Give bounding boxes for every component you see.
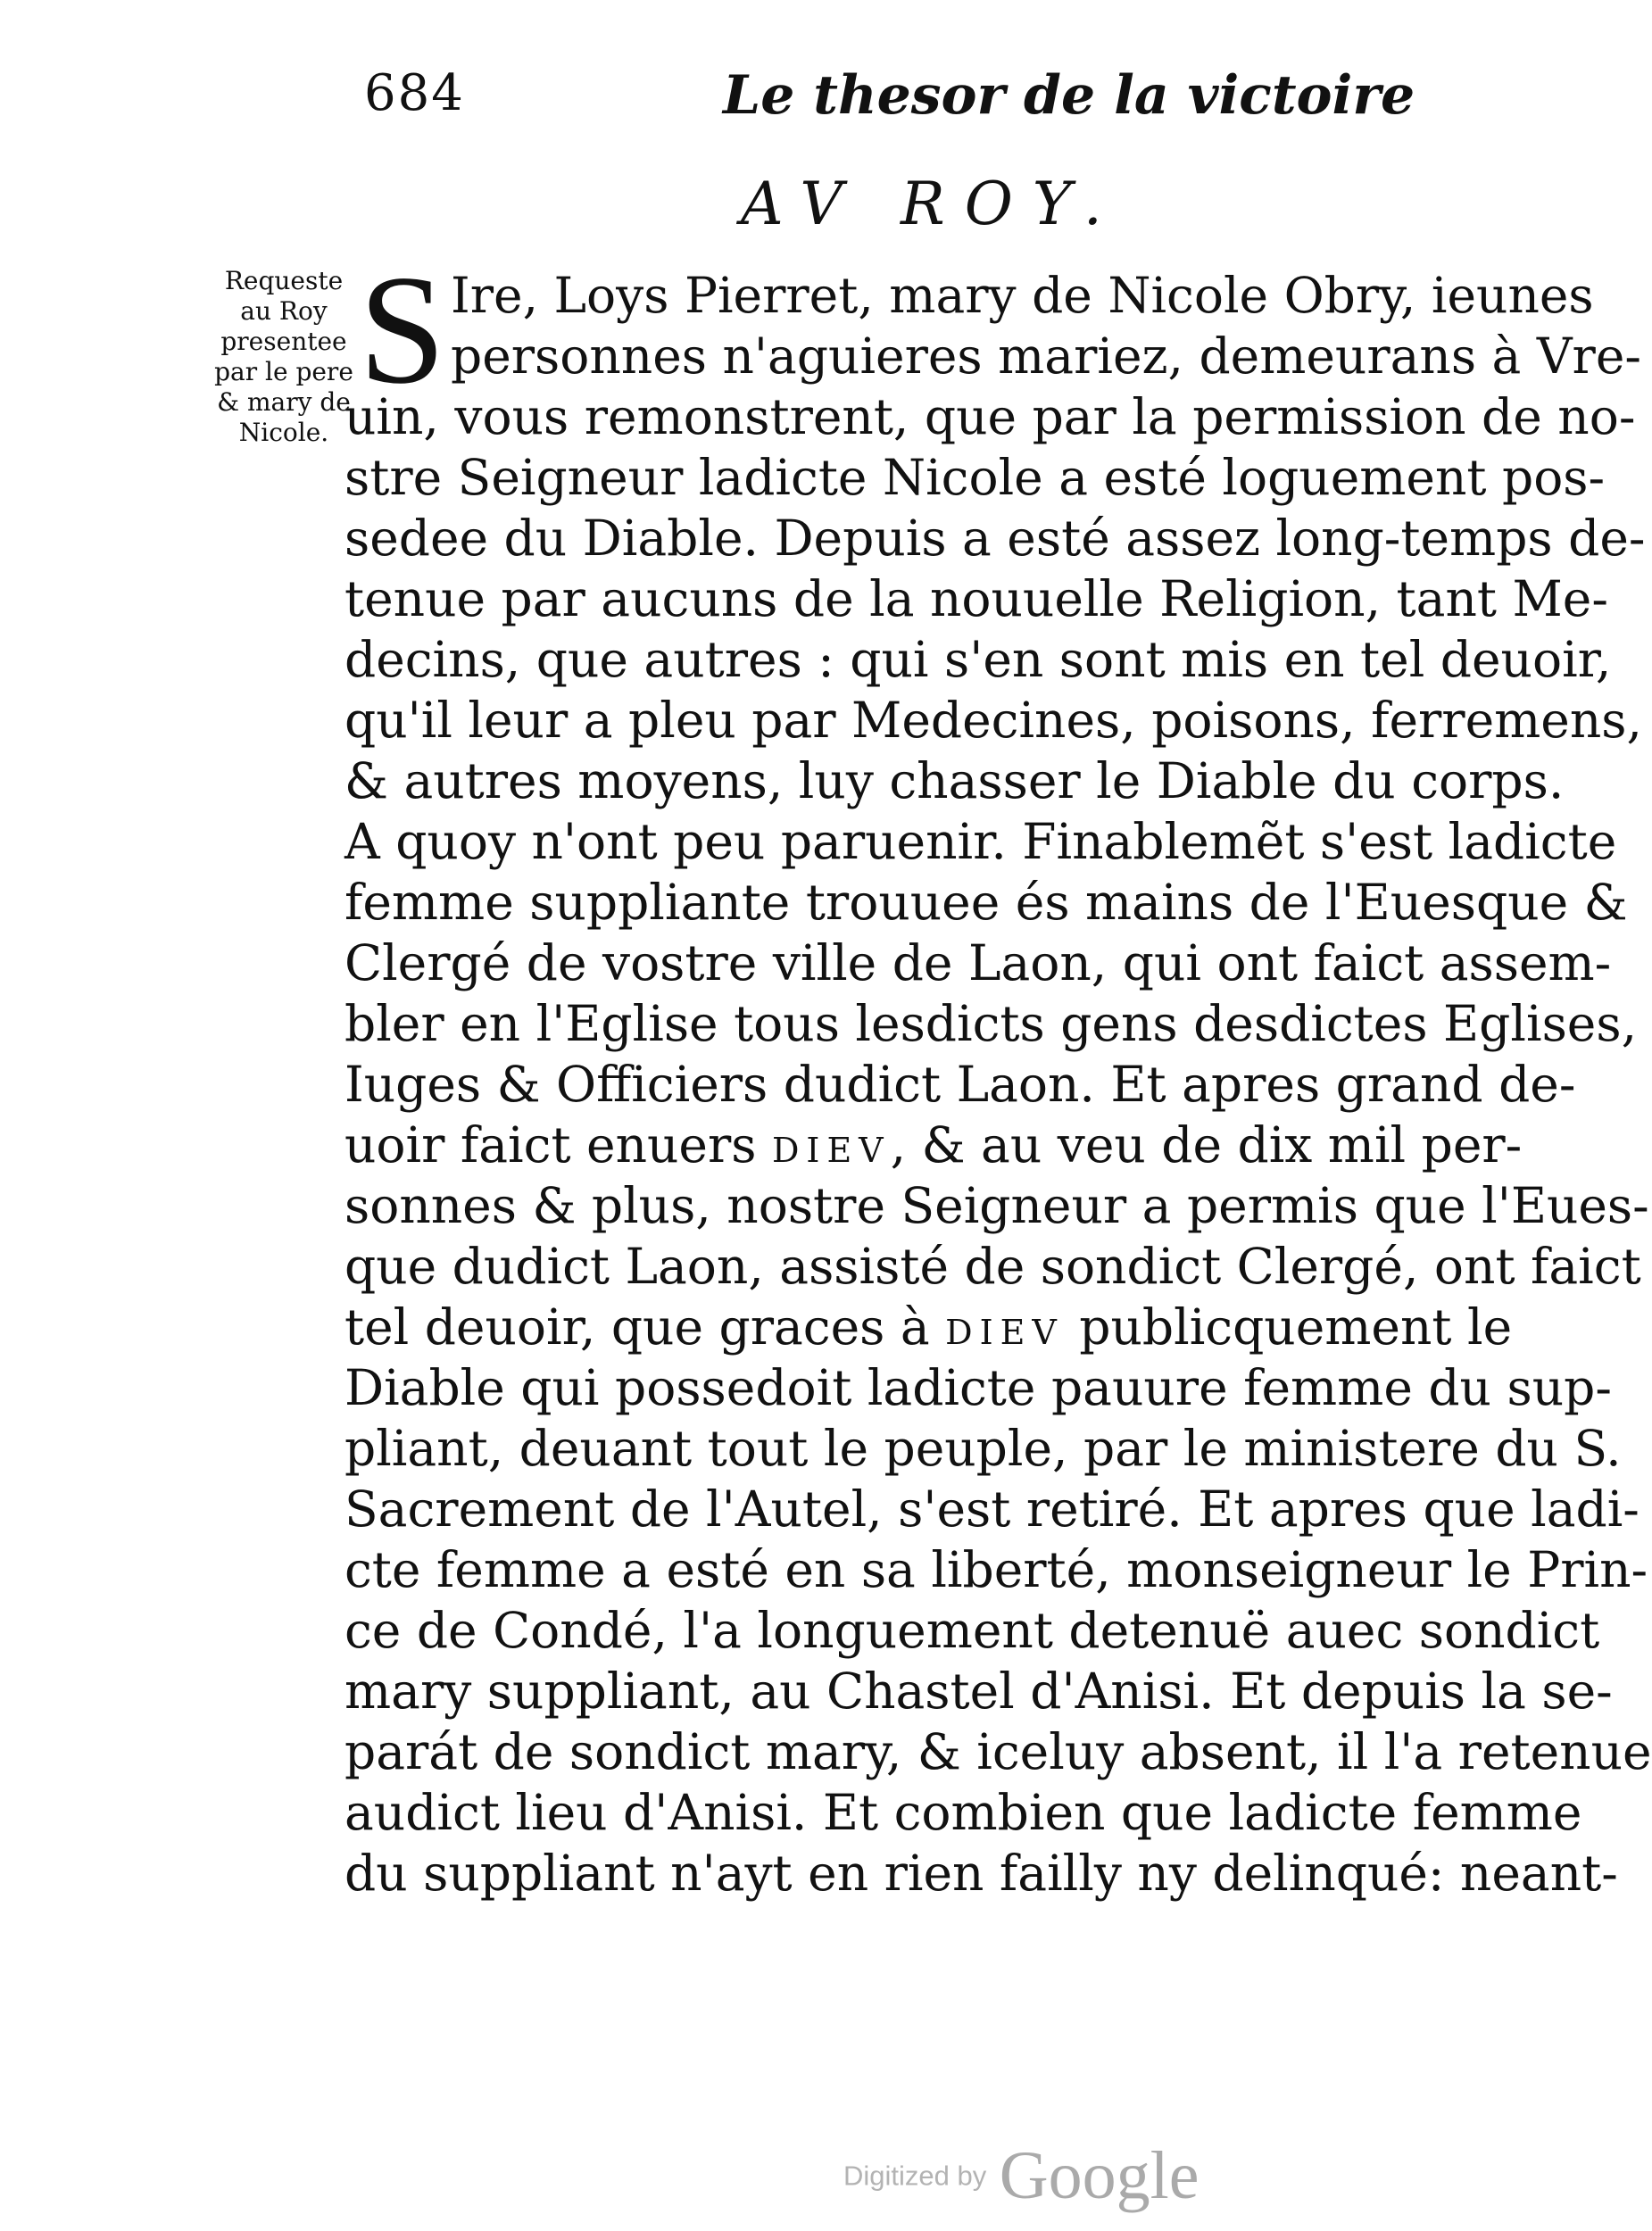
text-line	[345, 1116, 1523, 1178]
google-logo: Google	[999, 2138, 1200, 2213]
text-line: qu'il leur a pleu par Medecines, poisons, ferremens,	[345, 692, 1642, 749]
small-caps-dieu: DIEV	[771, 1131, 891, 1170]
page-number: 684	[364, 64, 465, 122]
marginal-note-line: presentee	[220, 327, 347, 356]
marginal-note-line: au Roy	[240, 296, 328, 326]
text-line: sedee du Diable. Depuis a esté assez long-temps de-	[345, 510, 1646, 567]
text-segment: , & au veu de dix mil per-	[890, 1116, 1523, 1174]
marginal-note-line: par le pere	[214, 357, 353, 386]
small-caps-dieu: DIEV	[945, 1313, 1064, 1352]
text-line: mary suppliant, au Chastel d'Anisi. Et depuis la se-	[345, 1663, 1613, 1720]
text-line: sonnes & plus, nostre Seigneur a permis que l'Eues-	[345, 1177, 1649, 1234]
text-line: Diable qui possedoit ladicte pauure femme du sup-	[345, 1359, 1612, 1416]
text-line	[345, 1298, 1513, 1360]
marginal-note	[203, 266, 364, 448]
text-line: femme suppliante trouuee és mains de l'Euesque &	[345, 874, 1628, 931]
text-line: Ire, Loys Pierret, mary de Nicole Obry, ieunes	[451, 267, 1594, 324]
running-title: Le thesor de la victoire	[723, 64, 1415, 127]
text-line: decins, que autres : qui s'en sont mis en tel deuoir,	[345, 631, 1612, 688]
text-line: du suppliant n'ayt en rien failly ny delinqué: neant-	[345, 1845, 1618, 1902]
marginal-note-line: Requeste	[224, 266, 344, 295]
text-line: & autres moyens, luy chasser le Diable du corps.	[345, 752, 1565, 809]
text-line: pliant, deuant tout le peuple, par le ministere du S.	[345, 1420, 1622, 1477]
text-segment: uoir faict enuers	[345, 1116, 772, 1174]
text-line: stre Seigneur ladicte Nicole a esté loguement pos-	[345, 449, 1606, 506]
text-segment: publicquement le	[1063, 1298, 1513, 1356]
drop-cap: S	[359, 243, 446, 416]
digitized-by-google-watermark	[843, 2137, 1199, 2215]
text-line: cte femme a esté en sa liberté, monseigneur le Prin-	[345, 1541, 1648, 1598]
text-line: bler en l'Eglise tous lesdicts gens desdictes Eglises,	[345, 995, 1638, 1052]
text-line: Clergé de vostre ville de Laon, qui ont faict assem-	[345, 934, 1612, 991]
text-line: Sacrement de l'Autel, s'est retiré. Et apres que ladi-	[345, 1480, 1640, 1538]
marginal-note-line: & mary de	[217, 387, 351, 417]
text-line: personnes n'aguieres mariez, demeurans à Vre-	[451, 328, 1641, 385]
digitized-by-label: Digitized by	[843, 2160, 987, 2192]
marginal-note-line: Nicole.	[238, 418, 329, 447]
text-line: tenue par aucuns de la nouuelle Religion, tant Me-	[345, 570, 1608, 627]
text-line: uin, vous remonstrent, que par la permission de no-	[345, 388, 1636, 445]
section-title: AV ROY.	[741, 170, 1122, 238]
text-line: A quoy n'ont peu paruenir. Finablemẽt s'est ladicte	[345, 813, 1617, 870]
text-line: Iuges & Officiers dudict Laon. Et apres grand de-	[345, 1056, 1576, 1113]
text-line: audict lieu d'Anisi. Et combien que ladicte femme	[345, 1784, 1582, 1841]
text-line: parát de sondict mary, & iceluy absent, il l'a retenue	[345, 1723, 1652, 1780]
text-line: que dudict Laon, assisté de sondict Clergé, ont faict	[345, 1238, 1641, 1295]
text-segment: tel deuoir, que graces à	[345, 1298, 946, 1356]
text-line: ce de Condé, l'a longuement detenuë auec sondict	[345, 1602, 1600, 1659]
